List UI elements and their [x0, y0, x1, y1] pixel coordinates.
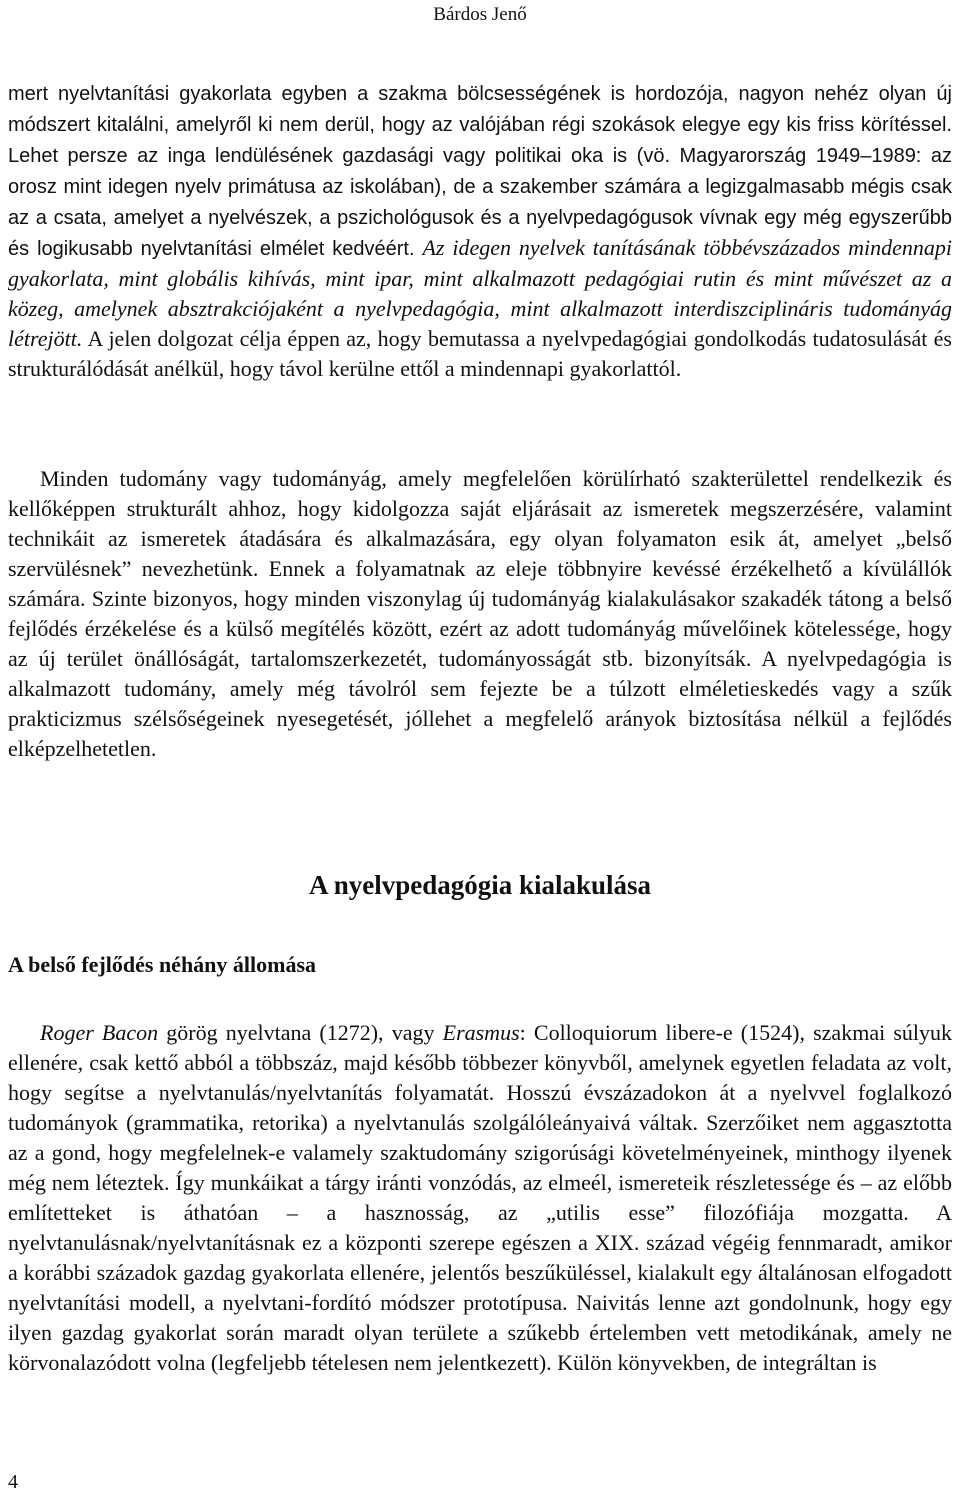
paragraph-intro-text-a: mert nyelvtanítási gyakorlata egyben a szakma bölcsességének is hordozója, nagyon nehéz olyan új módszert kitalálni, amelyről ki nem derül, hogy az valójában régi szokások elegye egy kis friss körítéssel. Lehet persze az inga lendülésének gazdasági vagy politikai oka is (vö. Magyarország 1949–1989: az orosz mint idegen nyelv primátusa az iskolában), de a szakember számára a legizgalmasabb mégis csak az a csata, amelyet a nyelvészek, a pszichológusok és a nyelvpedagógusok vívnak egy még egyszerűbb és logikusabb nyelvtanítási elmélet kedvéért. [8, 83, 952, 260]
author-name-bacon: Roger Bacon [40, 1020, 159, 1045]
section-title: A belső fejlődés néhány állomása [8, 952, 317, 977]
author-name-erasmus: Erasmus [442, 1020, 520, 1045]
chapter-title: A nyelvpedagógia kialakulása [308, 870, 652, 900]
paragraph-history-text-1: görög nyelvtana (1272), vagy [158, 1020, 443, 1045]
page-number: 4 [8, 1471, 18, 1493]
paragraph-intro [8, 78, 952, 384]
paragraph-intro-text-b: A jelen dolgozat célja éppen az, hogy bemutassa a nyelvpedagógiai gondolkodás tudatosulását és strukturálódását anélkül, hogy távol kerülne ettől a mindennapi gyakorlattól. [8, 326, 952, 381]
paragraph-history [8, 1018, 952, 1378]
paragraph-science: Minden tudomány vagy tudományág, amely megfelelően körülírható szakterülettel rendelkezik és kellőképpen strukturált ahhoz, hogy kidolgozza saját eljárásait az ismeretek megszerzésére, valamint technikáit az ismeretek átadására és alkalmazására, egy olyan folyamaton esik át, amelyet „belső szervülésnek” nevezhetünk. Ennek a folyamatnak az eleje többnyire kevéssé érzékelhető a kívülállók számára. Szinte bizonyos, hogy minden viszonylag új tudományág kialakulásakor szakadék tátong a belső fejlődés érzékelése és a külső megítélés között, ezért az adott tudományág művelőinek kötelessége, hogy az új terület önállóságát, tartalomszerkezetét, tudományosságát stb. bizonyítsák. A nyelvpedagógia is alkalmazott tudomány, amely még távolról sem fejezte be a túlzott elméletieskedés vagy a szűk prakticizmus szélsőségeinek nyesegetését, jóllehet a megfelelő arányok biztosítása nélkül a fejlődés elképzelhetetlen. [8, 466, 952, 761]
paragraph-history-text-2: : Colloquiorum libere-e (1524), szakmai súlyuk ellenére, csak kettő abból a többszáz, majd később többezer könyvből, amelynek egyetlen feladata az volt, hogy segítse a nyelvtanulás/nyelvtanítás folyamatát. Hosszú évszázadokon át a nyelvvel foglalkozó tudományok (grammatika, retorika) a nyelvtanulás szolgálóleányaivá váltak. Szerzőiket nem aggasztotta az a gond, hogy megfelelnek-e valamely szaktudomány szigorúsági követelményeinek, minthogy ilyenek még nem léteztek. Így munkáikat a tárgy iránti vonzódás, az elmeél, ismereteik részletessége és – az előbb említetteket is áthatóan – a hasznosság, az „utilis esse” filozófiája mozgatta. A nyelvtanulásnak/nyelvtanításnak ez a központi szerepe egészen a XIX. század végéig fennmaradt, amikor a korábbi századok gazdag gyakorlata ellenére, jelentős beszűküléssel, kialakult egy általánosan elfogadott nyelvtanítási modell, a nyelvtani-fordító módszer prototípusa. Naivitás lenne azt gondolnunk, hogy egy ilyen gazdag gyakorlat során maradt olyan területe a szűkebb értelemben vett metodikának, amely ne körvonalazódott volna (legfeljebb tételesen nem jelentkezett). Külön könyvekben, de integráltan is [8, 1020, 953, 1375]
paragraph-intro-italic: Az idegen nyelvek tanításának többévszázados mindennapi gyakorlata, mint globális kihívás, mint ipar, mint alkalmazott pedagógiai rutin és mint művészet az a közeg, amelynek absztrakciójaként a nyelvpedagógia, mint alkalmazott interdiszciplináris tudományág létrejött. [8, 235, 953, 351]
running-head: Bárdos Jenő [433, 4, 527, 25]
